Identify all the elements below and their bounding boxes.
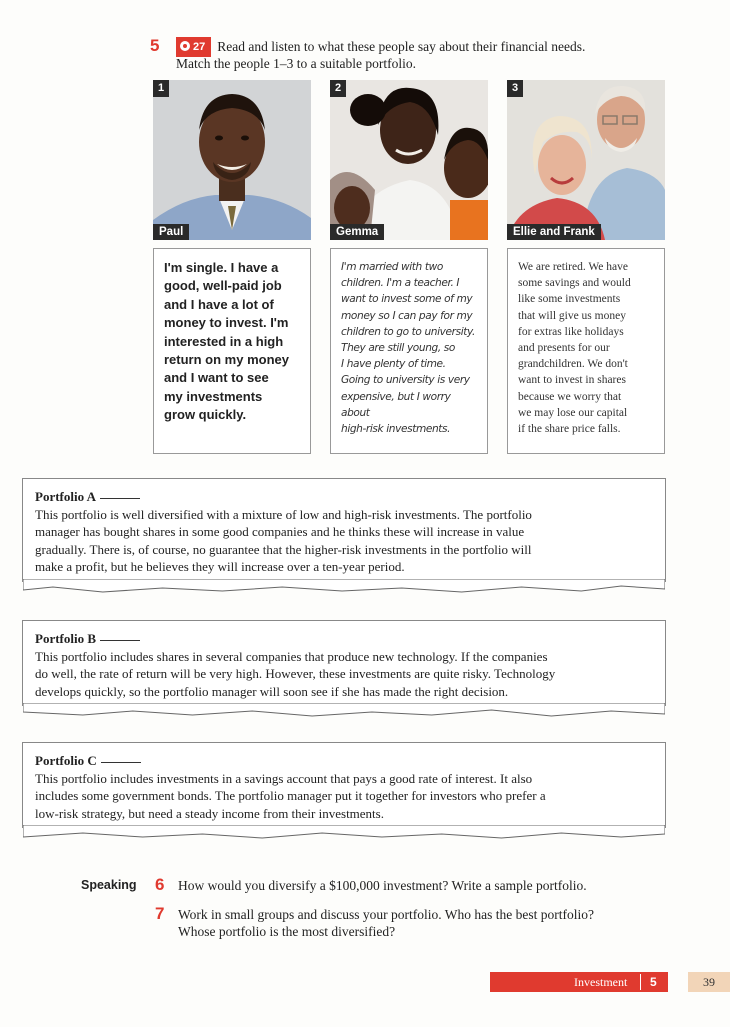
quote-line: I have plenty of time. (341, 358, 446, 371)
portfolio-line: manager has bought shares in some good companies and he thinks these will increase in value (35, 524, 525, 540)
portfolio-title: Portfolio C (35, 752, 653, 770)
portrait-paul-image (153, 80, 311, 240)
quote-line: money so I can pay for my (341, 309, 473, 322)
person-number-badge: 1 (153, 80, 169, 97)
portfolio-line: This portfolio is well diversified with a mixture of low and high-risk investments. The portfolio (35, 506, 532, 522)
speaking-label: Speaking (81, 878, 137, 892)
portfolio-line: includes some government bonds. The portfolio manager put it together for investors who prefer a (35, 788, 546, 804)
portfolio-c-card (22, 742, 666, 828)
unit-footer-bar (490, 972, 668, 992)
quote-line: Going to university is very (341, 374, 470, 387)
exercise-number: 5 (150, 36, 160, 55)
quote-line: money to invest. I'm (164, 315, 289, 331)
portfolio-line: gradually. There is, of course, no guarantee that the higher-risk investments in the portfolio will (35, 541, 532, 557)
torn-edge (23, 579, 665, 595)
question-6-text: How would you diversify a $100,000 investment? Write a sample portfolio. (178, 878, 587, 893)
unit-number: 5 (650, 975, 657, 989)
quote-line: because we worry that (518, 390, 622, 403)
portfolio-title: Portfolio A (35, 488, 653, 506)
quote-line: interested in a high (164, 333, 284, 349)
photo-paul (153, 80, 311, 240)
quote-line: good, well-paid job (164, 278, 282, 294)
torn-edge (23, 703, 665, 719)
portfolio-b-card (22, 620, 666, 706)
audio-track-number: 27 (193, 41, 206, 53)
portrait-gemma-image (330, 80, 488, 240)
quote-line: and I have a lot of (164, 296, 274, 312)
photo-gemma (330, 80, 488, 240)
quote-line: if the share price falls. (518, 423, 621, 436)
portfolio-line: low-risk strategy, but need a steady income from their investments. (35, 805, 384, 821)
quote-line: grandchildren. We don't (518, 358, 628, 371)
quote-line: like some investments (518, 293, 621, 306)
quote-line: want to invest some of my (341, 293, 473, 306)
portfolio-line: develops quickly, so the portfolio manager will soon see if she has made the right decision. (35, 683, 509, 699)
quote-line: that will give us money (518, 309, 626, 322)
quote-line: children to go to university. (341, 325, 476, 338)
portfolio-line: This portfolio includes investments in a savings account that pays a good rate of interest. It also (35, 770, 533, 786)
cd-icon (180, 41, 190, 51)
quote-paul (153, 248, 311, 454)
quote-line: children. I'm a teacher. I (341, 277, 460, 290)
person-name-label: Paul (153, 224, 189, 240)
portrait-ellie-frank-image (507, 80, 665, 240)
quote-line: high-risk investments. (341, 423, 451, 436)
portfolio-line: make a profit, but he believes they will increase over a ten-year period. (35, 559, 405, 575)
quote-ellie-and-frank (507, 248, 665, 454)
portfolio-title: Portfolio B (35, 630, 653, 648)
question-7-text-line2: Whose portfolio is the most diversified? (178, 924, 396, 939)
quote-line: we may lose our capital (518, 406, 628, 419)
portfolio-line: do well, the rate of return will be very high. However, these investments are quite risky. Technology (35, 666, 556, 682)
quote-line: grow quickly. (164, 407, 247, 423)
quote-line: my investments (164, 388, 263, 404)
quote-line: They are still young, so (341, 342, 455, 355)
person-number-badge: 3 (507, 80, 523, 97)
quote-line: want to invest in shares (518, 374, 626, 387)
instruction-text-1: Read and listen to what these people say about their financial needs. (217, 39, 586, 54)
person-name-label: Gemma (330, 224, 384, 240)
quote-line: and I want to see (164, 370, 269, 386)
quote-gemma (330, 248, 488, 454)
quote-line: expensive, but I worry about (341, 390, 451, 419)
question-number-6: 6 (155, 875, 165, 894)
exercise-instruction-line2: Match the people 1–3 to a suitable portfolio. (176, 56, 416, 71)
quote-line: some savings and would (518, 277, 631, 290)
quote-line: return on my money (164, 352, 289, 368)
photo-ellie-and-frank (507, 80, 665, 240)
person-name-label: Ellie and Frank (507, 224, 601, 240)
audio-track-badge[interactable] (176, 37, 211, 57)
exercise-instruction-line1 (176, 37, 585, 57)
torn-edge (23, 825, 665, 841)
quote-line: I'm married with two (341, 261, 443, 273)
person-number-badge: 2 (330, 80, 346, 97)
page-number: 39 (688, 972, 730, 992)
quote-line: and presents for our (518, 342, 610, 355)
portfolio-a-card (22, 478, 666, 582)
unit-title: Investment (574, 975, 628, 989)
quote-line: We are retired. We have (518, 261, 628, 273)
quote-line: I'm single. I have a (164, 260, 279, 275)
portfolio-line: This portfolio includes shares in several companies that produce new technology. If the companies (35, 648, 548, 664)
quote-line: for extras like holidays (518, 325, 624, 338)
question-number-7: 7 (155, 904, 165, 923)
question-7-text-line1: Work in small groups and discuss your portfolio. Who has the best portfolio? (178, 907, 594, 922)
